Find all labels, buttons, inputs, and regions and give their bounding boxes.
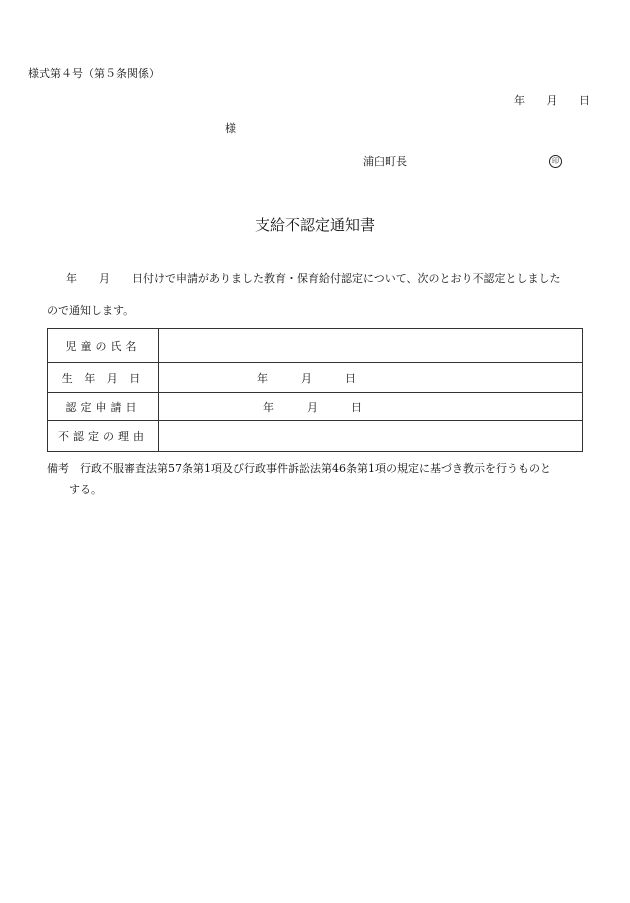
table-row (48, 421, 583, 452)
row-label-application-date: 認定申請日 (48, 393, 159, 421)
seal-icon: 印 (549, 155, 562, 168)
table-row (48, 393, 583, 421)
birth-date-value: 年 月 日 (257, 371, 356, 385)
row-label-birth-date: 生 年 月 日 (48, 363, 159, 393)
table-row (48, 363, 583, 393)
application-date-field[interactable] (159, 393, 583, 421)
table-row (48, 329, 583, 363)
application-date-value: 年 月 日 (263, 400, 362, 414)
addressee-suffix: 様 (225, 122, 236, 135)
row-label-child-name: 児童の氏名 (48, 329, 159, 363)
note-line-1: 備考 行政不服審査法第57条第1項及び行政事件訴訟法第46条第1項の規定に基づき教示を行うものと (47, 462, 551, 475)
date-line: 年 月 日 (514, 94, 590, 107)
form-number: 様式第４号（第５条関係） (28, 67, 160, 80)
body-text-line-2: ので通知します。 (47, 304, 135, 317)
form-table (47, 328, 583, 452)
document-title: 支給不認定通知書 (254, 216, 375, 234)
note-line-2: する。 (69, 483, 102, 496)
child-name-field[interactable] (159, 329, 583, 363)
body-text-line-1: 年 月 日付けで申請がありました教育・保育給付認定について、次のとおり不認定としました (66, 272, 561, 285)
rejection-reason-field[interactable] (159, 421, 583, 452)
birth-date-field[interactable] (159, 363, 583, 393)
issuer-name: 浦臼町長 (363, 155, 407, 168)
row-label-rejection-reason: 不認定の理由 (48, 421, 159, 452)
